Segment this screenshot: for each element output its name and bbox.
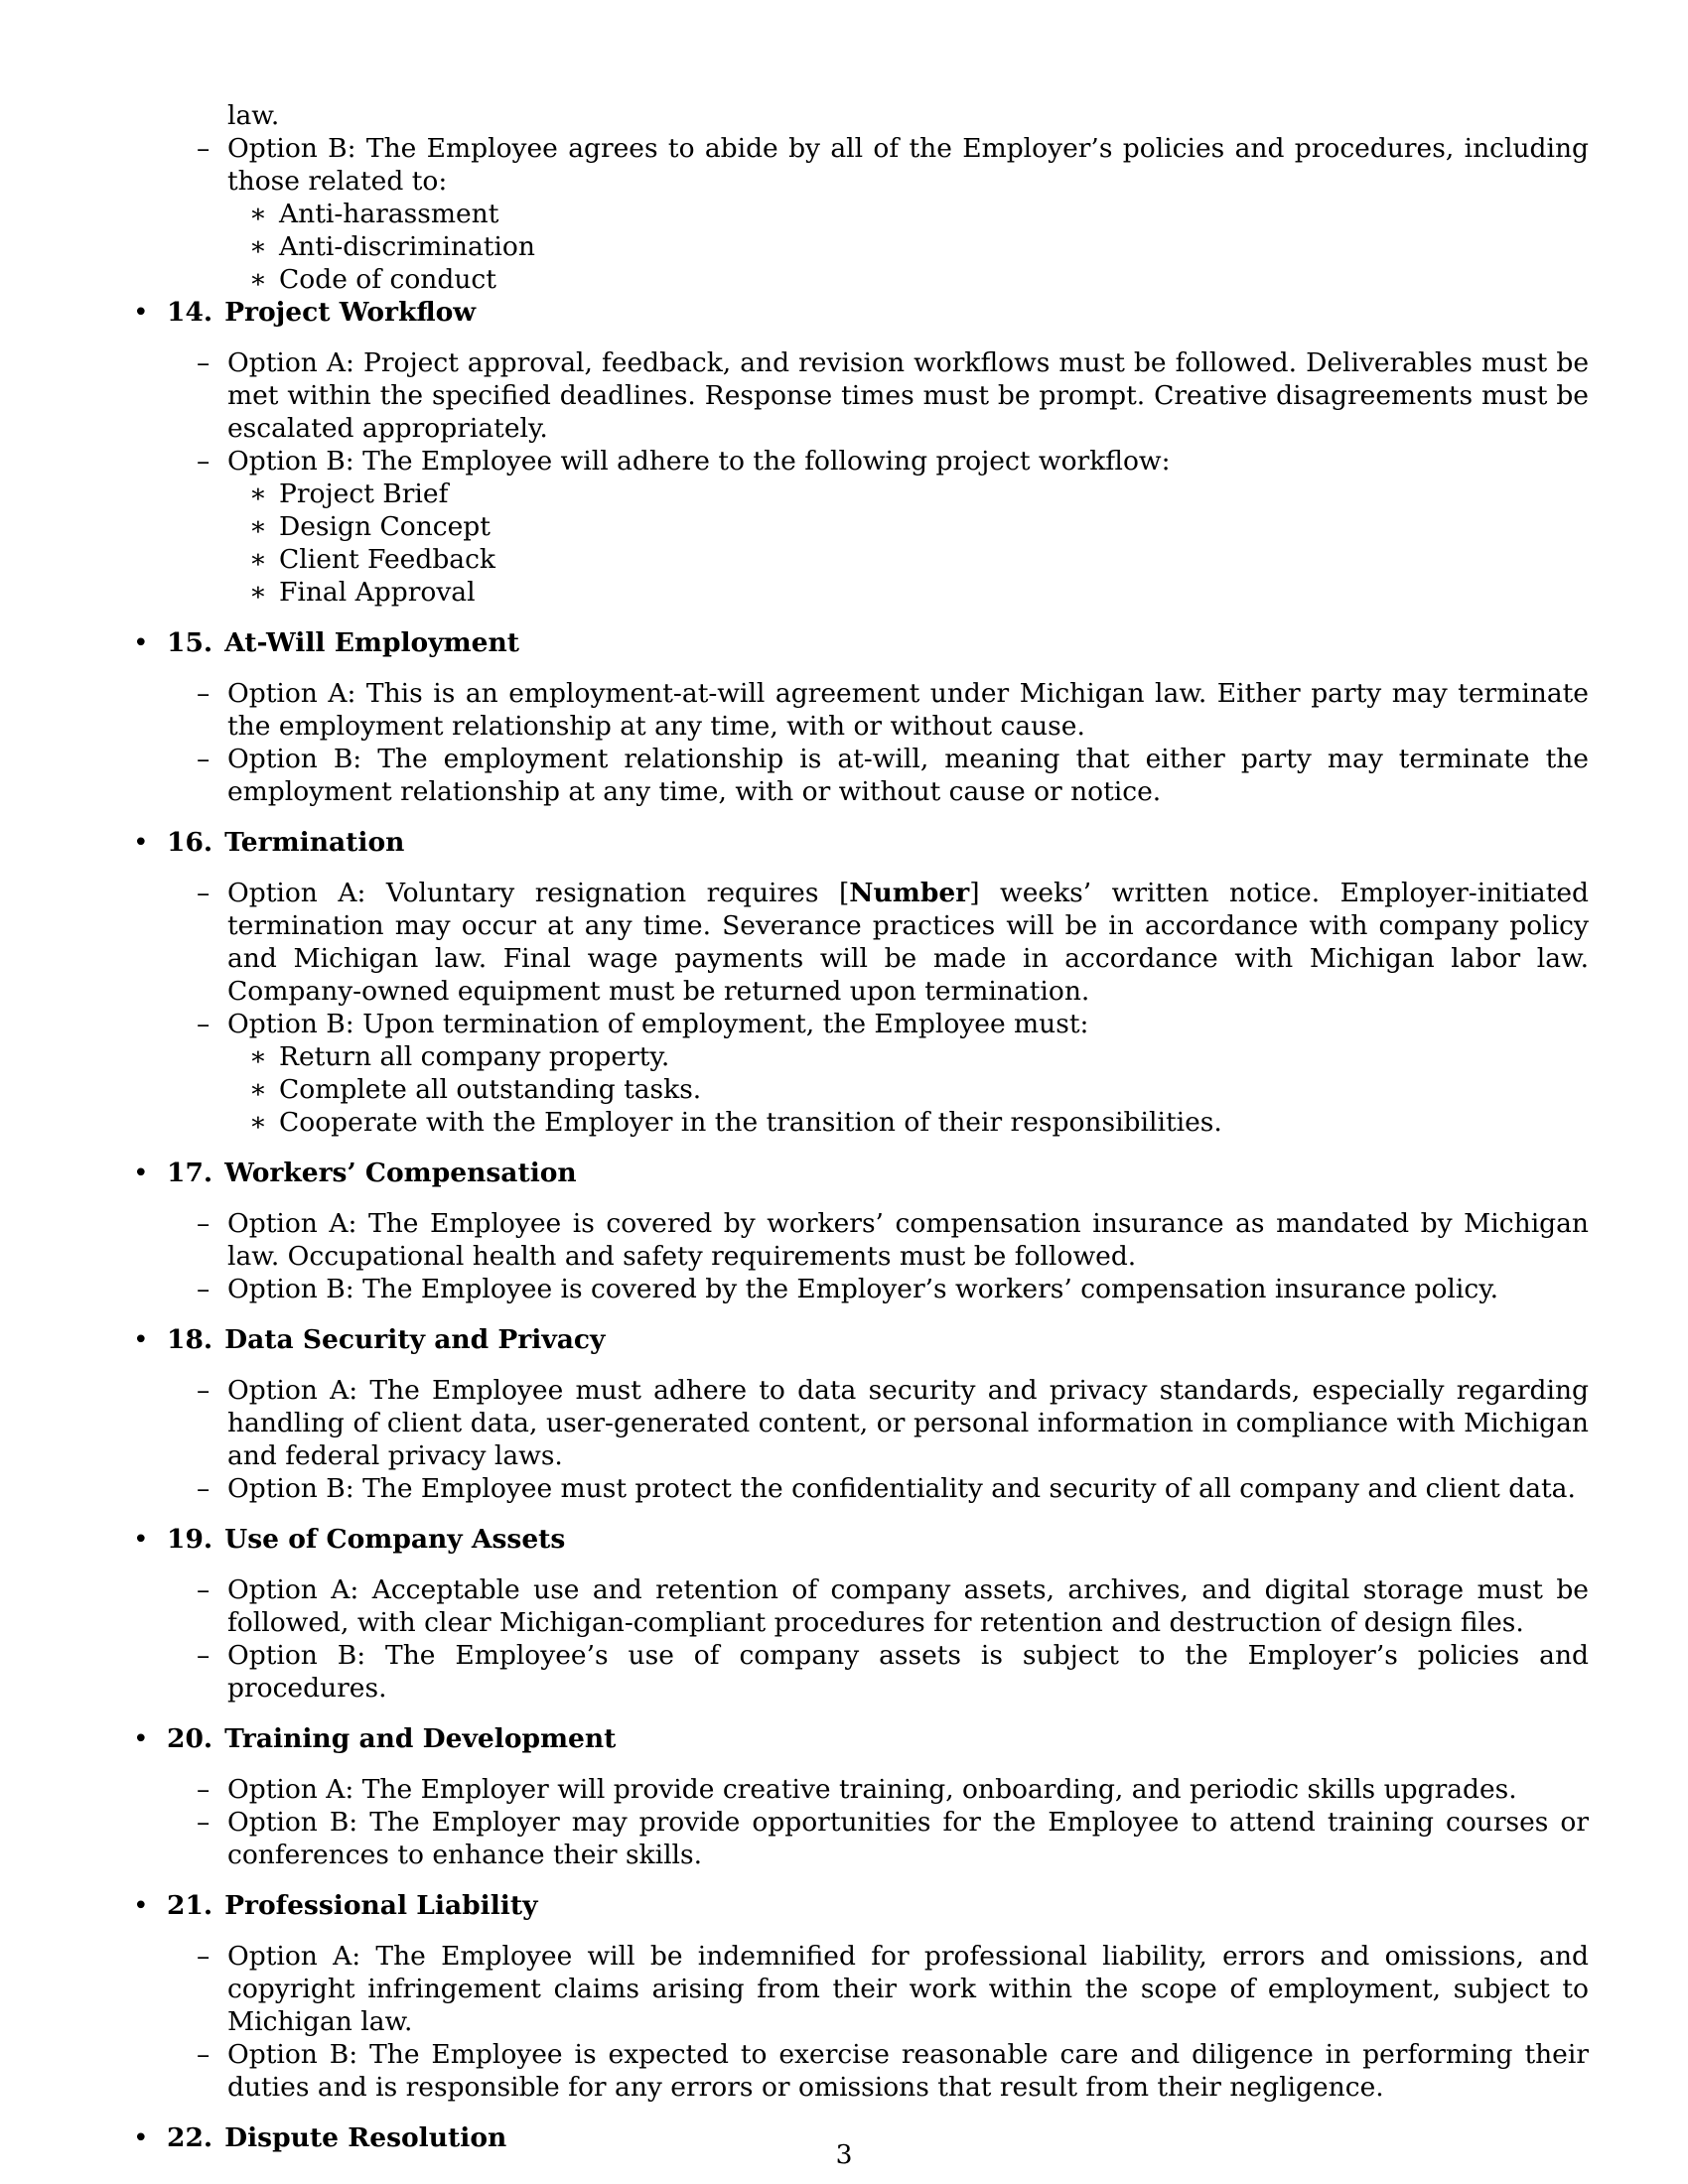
dash-marker: –	[197, 347, 211, 378]
section-16	[133, 826, 1589, 1139]
option-item	[167, 1773, 1589, 1806]
option-item	[167, 99, 1589, 132]
dash-marker: –	[197, 1774, 211, 1805]
asterisk-marker: ∗	[249, 1074, 268, 1105]
section-number: 20.	[167, 1723, 213, 1754]
dash-marker: –	[197, 1807, 211, 1838]
dash-marker: –	[197, 678, 211, 709]
sub-item	[227, 543, 1589, 576]
section-number: 21.	[167, 1890, 213, 1921]
option-list	[167, 877, 1589, 1139]
section-number: 19.	[167, 1524, 213, 1555]
sub-item: ∗ Anti-discrimination	[249, 231, 535, 262]
sub-item	[227, 576, 1589, 609]
option-text: Option B: The Employee will adhere to the following project workflow:	[227, 446, 1171, 477]
option-item	[167, 877, 1589, 1008]
section-heading	[167, 1889, 1589, 1922]
option-text: law.	[227, 100, 280, 131]
section-17	[133, 1157, 1589, 1305]
option-text: Option B: The Employee agrees to abide by all of the Employer’s policies and procedures, including those related to:	[227, 133, 1589, 197]
option-text: Option B: The employment relationship is at-will, meaning that either party may terminate the employment relationship at any time, with or without cause or notice.	[227, 744, 1589, 807]
option-text: ] weeks’ written notice. Employer-initiated termination may occur at any time. Severance practices will be in accordance with company policy and Michigan law. Final wage payments will be made in accordance with Michigan labor law. Company-owned equipment must be returned upon termination.	[227, 878, 1589, 1007]
bullet-marker: •	[133, 627, 149, 658]
placeholder-field: Number	[849, 878, 970, 908]
sub-item-text: Return all company property.	[279, 1041, 670, 1072]
sub-item: ∗ Code of conduct	[249, 264, 496, 295]
section-title: At-Will Employment	[224, 627, 520, 658]
option-list	[167, 346, 1589, 609]
option-item	[167, 1273, 1589, 1305]
sub-list	[227, 198, 1589, 296]
document-page	[133, 99, 1589, 2154]
dash-marker: –	[197, 1208, 211, 1239]
bullet-marker: •	[133, 1524, 149, 1555]
option-item	[167, 445, 1589, 609]
bullet-marker: •	[133, 1890, 149, 1921]
option-item	[167, 1374, 1589, 1472]
dash-marker: –	[197, 1640, 211, 1671]
sub-item-text: Complete all outstanding tasks.	[279, 1074, 702, 1105]
section-title: Data Security and Privacy	[224, 1324, 606, 1355]
sub-item-text: Cooperate with the Employer in the transition of their responsibilities.	[279, 1107, 1222, 1138]
section-heading	[167, 626, 1589, 659]
sub-item-text: Client Feedback	[279, 544, 495, 575]
bullet-marker: •	[133, 1324, 149, 1355]
option-list	[167, 1773, 1589, 1871]
option-item	[167, 1573, 1589, 1639]
section-number: 18.	[167, 1324, 213, 1355]
option-text: Option A: The Employee is covered by workers’ compensation insurance as mandated by Michigan law. Occupational health and safety requirements must be followed.	[227, 1208, 1589, 1272]
dash-marker: –	[197, 133, 211, 164]
section-title: Termination	[224, 827, 405, 858]
bullet-marker: •	[133, 1723, 149, 1754]
dash-marker: –	[197, 744, 211, 774]
sub-item	[227, 1073, 1589, 1106]
sub-item-text: Design Concept	[279, 511, 491, 542]
section-number: 14.	[167, 297, 213, 328]
option-item	[167, 346, 1589, 445]
asterisk-marker: ∗	[249, 1041, 268, 1072]
bullet-marker: •	[133, 297, 149, 328]
section-number: 17.	[167, 1158, 213, 1188]
section-heading	[167, 826, 1589, 859]
section-18	[133, 1323, 1589, 1505]
bullet-marker: •	[133, 2122, 149, 2153]
dash-marker: –	[197, 878, 211, 908]
asterisk-marker: ∗	[249, 1107, 268, 1138]
option-item	[167, 1008, 1589, 1139]
asterisk-marker: ∗	[249, 544, 268, 575]
option-item	[167, 1639, 1589, 1705]
sub-item	[227, 478, 1589, 510]
section-continuation	[133, 99, 1589, 296]
section-21	[133, 1889, 1589, 2104]
option-text: Option B: The Employee must protect the confidentiality and security of all company and client data.	[227, 1473, 1576, 1504]
option-item	[167, 677, 1589, 743]
option-list	[167, 1940, 1589, 2104]
asterisk-marker: ∗	[249, 478, 268, 509]
option-list	[167, 1374, 1589, 1505]
asterisk-marker: ∗	[249, 231, 268, 262]
asterisk-marker: ∗	[249, 264, 268, 295]
option-text: Option A: Voluntary resignation requires [	[227, 878, 850, 908]
option-item	[167, 1207, 1589, 1273]
sub-item-text: Final Approval	[279, 577, 476, 608]
option-list	[167, 1207, 1589, 1305]
section-title: Dispute Resolution	[224, 2122, 507, 2153]
option-text: Option A: Acceptable use and retention of company assets, archives, and digital storage must be followed, with clear Michigan-compliant procedures for retention and destruction of design files.	[227, 1574, 1589, 1638]
option-text: Option A: The Employer will provide creative training, onboarding, and periodic skills upgrades.	[227, 1774, 1517, 1805]
option-item	[167, 1472, 1589, 1505]
section-title: Training and Development	[224, 1723, 617, 1754]
asterisk-marker: ∗	[249, 199, 268, 229]
section-14	[133, 296, 1589, 609]
option-item	[167, 1806, 1589, 1871]
dash-marker: –	[197, 1009, 211, 1039]
dash-marker: –	[197, 446, 211, 477]
section-title: Professional Liability	[224, 1890, 538, 1921]
continuation-options	[167, 99, 1589, 296]
option-text: Option B: The Employee’s use of company assets is subject to the Employer’s policies and procedures.	[227, 1640, 1589, 1704]
sections-list	[133, 296, 1589, 2154]
dash-marker: –	[197, 2039, 211, 2070]
sub-item	[227, 510, 1589, 543]
section-heading	[167, 1722, 1589, 1755]
option-item	[167, 1940, 1589, 2038]
section-title: Workers’ Compensation	[224, 1158, 577, 1188]
asterisk-marker: ∗	[249, 577, 268, 608]
dash-marker: –	[197, 1274, 211, 1304]
sub-item	[227, 1106, 1589, 1139]
option-text: Option A: The Employee must adhere to data security and privacy standards, especially regarding handling of client data, user-generated content, or personal information in compliance with Michigan and federal privacy laws.	[227, 1375, 1589, 1471]
sub-list	[227, 478, 1589, 609]
sub-list	[227, 1040, 1589, 1139]
sub-item: ∗ Anti-harassment	[249, 199, 499, 229]
option-item	[167, 132, 1589, 296]
dash-marker: –	[197, 1473, 211, 1504]
option-text: Option B: Upon termination of employment, the Employee must:	[227, 1009, 1089, 1039]
option-item	[167, 2038, 1589, 2104]
section-number: 22.	[167, 2122, 213, 2153]
section-title: Use of Company Assets	[224, 1524, 566, 1555]
option-text: Option A: Project approval, feedback, and revision workflows must be followed. Deliverables must be met within the specified deadlines. Response times must be prompt. Creative disagreements must be escalated appropriately.	[227, 347, 1589, 444]
bullet-marker: •	[133, 1158, 149, 1188]
dash-marker: –	[197, 1375, 211, 1406]
section-15	[133, 626, 1589, 808]
asterisk-marker: ∗	[249, 511, 268, 542]
section-number: 15.	[167, 627, 213, 658]
dash-marker: –	[197, 1574, 211, 1605]
option-list	[167, 677, 1589, 808]
bullet-marker: •	[133, 827, 149, 858]
section-heading	[167, 296, 1589, 329]
section-heading	[167, 1523, 1589, 1556]
dash-marker: –	[197, 1941, 211, 1972]
option-text: Option B: The Employee is expected to exercise reasonable care and diligence in performing their duties and is responsible for any errors or omissions that result from their negligence.	[227, 2039, 1589, 2103]
option-text: Option B: The Employee is covered by the Employer’s workers’ compensation insurance policy.	[227, 1274, 1499, 1304]
option-list	[167, 1573, 1589, 1705]
option-item	[167, 743, 1589, 808]
section-number: 16.	[167, 827, 213, 858]
page-number: 3	[835, 2139, 853, 2170]
sub-item	[227, 1040, 1589, 1073]
sub-item-text: Project Brief	[279, 478, 449, 509]
option-text: Option A: The Employee will be indemnified for professional liability, errors and omissions, and copyright infringement claims arising from their work within the scope of employment, subject to Michigan law.	[227, 1941, 1589, 2037]
section-title: Project Workflow	[224, 297, 477, 328]
section-heading	[167, 1157, 1589, 1189]
section-heading	[167, 1323, 1589, 1356]
section-20	[133, 1722, 1589, 1871]
option-text: Option A: This is an employment-at-will agreement under Michigan law. Either party may terminate the employment relationship at any time, with or without cause.	[227, 678, 1589, 742]
option-text: Option B: The Employer may provide opportunities for the Employee to attend training courses or conferences to enhance their skills.	[227, 1807, 1589, 1870]
section-19	[133, 1523, 1589, 1705]
